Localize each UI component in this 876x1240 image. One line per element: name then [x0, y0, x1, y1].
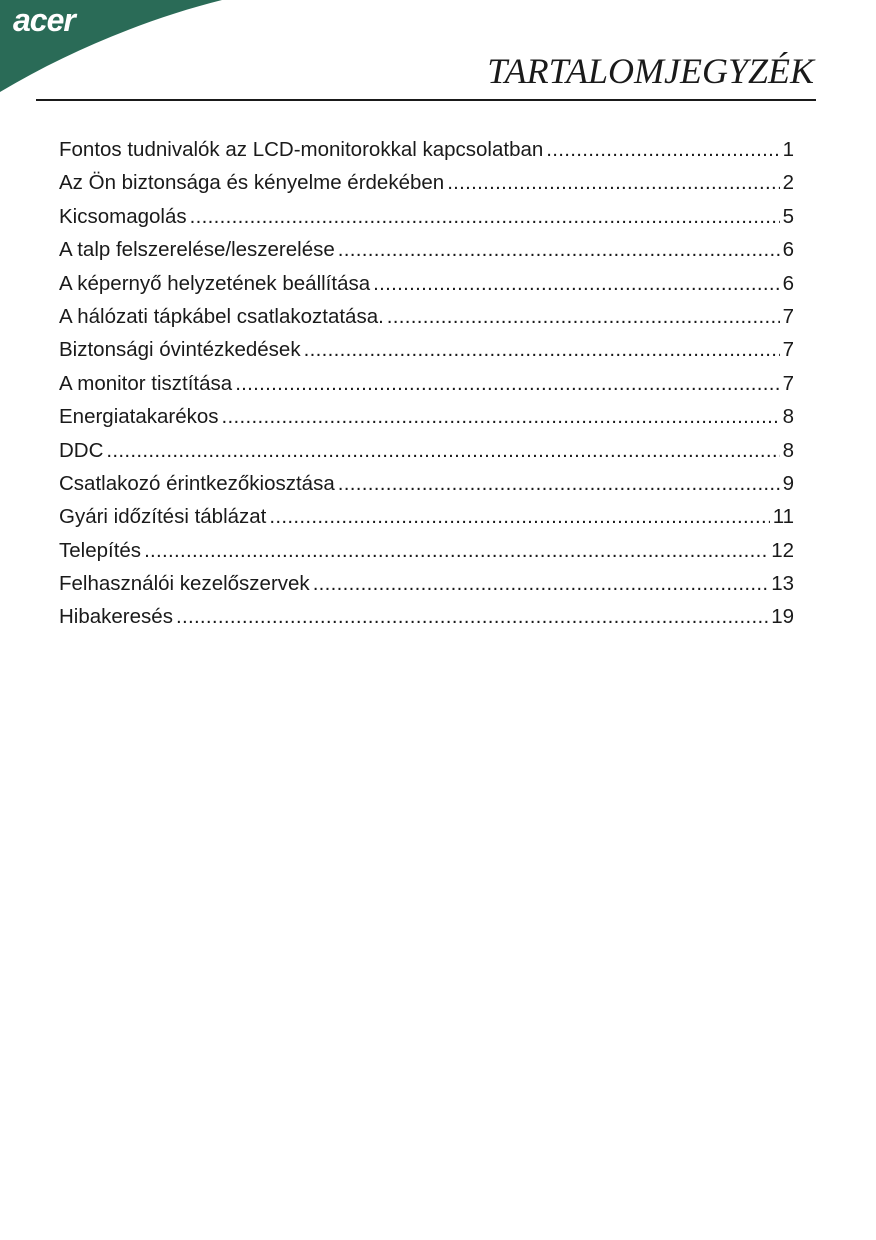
- toc-entry[interactable]: [59, 236, 794, 269]
- toc-dot-leader: [235, 370, 779, 398]
- toc-entry-label: Kicsomagolás: [59, 204, 187, 228]
- toc-entry-label: Telepítés: [59, 538, 142, 562]
- toc-dot-leader: [313, 570, 769, 598]
- toc-dot-leader: [222, 403, 780, 431]
- toc-entry-label: Gyári időzítési táblázat: [59, 505, 267, 529]
- toc-entry-label: Fontos tudnivalók az LCD-monitorokkal kapcsolatban: [59, 138, 544, 161]
- toc-entry-page: 7: [782, 304, 794, 328]
- toc-entry[interactable]: [59, 370, 794, 403]
- toc-entry-page: 8: [782, 405, 794, 429]
- table-of-contents: [59, 136, 794, 637]
- toc-dot-leader: [269, 503, 769, 531]
- toc-entry-label: A monitor tisztítása: [59, 371, 233, 395]
- toc-dot-leader: [190, 203, 780, 231]
- toc-dot-leader: [447, 169, 779, 197]
- toc-dot-leader: [106, 437, 779, 465]
- toc-entry-page: 19: [771, 605, 794, 629]
- toc-entry-label: Csatlakozó érintkezőkiosztása: [59, 471, 335, 495]
- toc-dot-leader: [176, 603, 768, 631]
- toc-dot-leader: [373, 270, 779, 298]
- toc-entry[interactable]: [59, 470, 794, 503]
- toc-dot-leader: [546, 136, 779, 164]
- toc-entry-page: 6: [782, 271, 794, 295]
- toc-entry-page: 1: [782, 138, 794, 161]
- toc-entry-page: 9: [782, 471, 794, 495]
- toc-entry[interactable]: [59, 169, 794, 202]
- toc-entry-label: Hibakeresés: [59, 605, 173, 629]
- toc-entry-label: Biztonsági óvintézkedések: [59, 338, 301, 362]
- title-divider: [36, 99, 816, 101]
- toc-dot-leader: [338, 236, 780, 264]
- toc-entry-page: 2: [782, 171, 794, 195]
- toc-entry-label: Az Ön biztonsága és kényelme érdekében: [59, 171, 445, 195]
- toc-entry-page: 13: [771, 572, 794, 596]
- toc-entry[interactable]: [59, 537, 794, 570]
- logo-text: acer: [13, 2, 75, 38]
- toc-entry[interactable]: [59, 336, 794, 369]
- toc-entry[interactable]: [59, 603, 794, 636]
- toc-entry-label: Energiatakarékos: [59, 405, 219, 429]
- toc-entry-label: Felhasználói kezelőszervek: [59, 572, 310, 596]
- toc-entry-page: 7: [782, 338, 794, 362]
- toc-entry[interactable]: [59, 303, 794, 336]
- toc-entry[interactable]: [59, 437, 794, 470]
- toc-entry[interactable]: [59, 270, 794, 303]
- toc-dot-leader: [387, 303, 780, 331]
- toc-entry-page: 11: [772, 505, 794, 529]
- toc-dot-leader: [304, 336, 780, 364]
- toc-entry[interactable]: [59, 136, 794, 169]
- page-title: TARTALOMJEGYZÉK: [487, 51, 814, 91]
- toc-entry[interactable]: [59, 403, 794, 436]
- toc-entry-page: 8: [782, 438, 794, 462]
- brand-logo: [0, 0, 230, 100]
- toc-dot-leader: [338, 470, 780, 498]
- toc-entry-label: A talp felszerelése/leszerelése: [59, 238, 335, 262]
- toc-entry-label: DDC: [59, 438, 104, 462]
- toc-entry-page: 5: [782, 204, 794, 228]
- toc-entry-page: 12: [771, 538, 794, 562]
- toc-entry[interactable]: [59, 570, 794, 603]
- toc-entry-page: 6: [782, 238, 794, 262]
- toc-entry-label: A hálózati tápkábel csatlakoztatása.: [59, 304, 384, 328]
- toc-entry-label: A képernyő helyzetének beállítása: [59, 271, 371, 295]
- toc-entry-page: 7: [782, 371, 794, 395]
- toc-entry[interactable]: [59, 203, 794, 236]
- toc-entry[interactable]: [59, 503, 794, 536]
- toc-dot-leader: [144, 537, 768, 565]
